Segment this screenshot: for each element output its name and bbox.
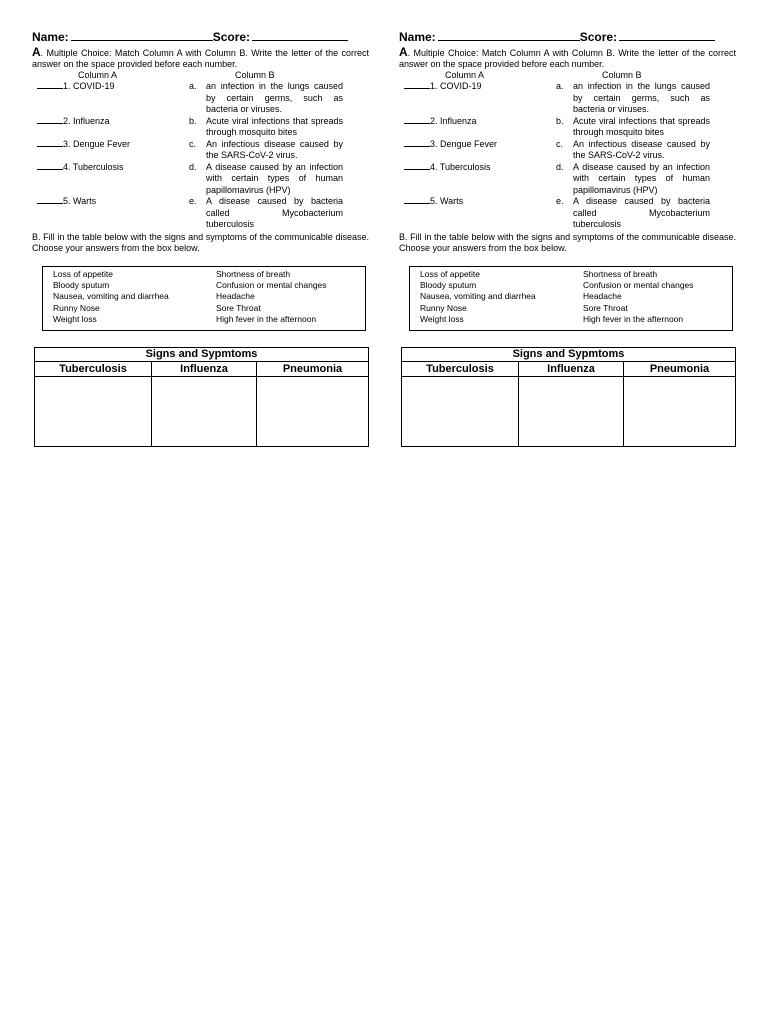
name-label: Name: bbox=[32, 30, 69, 44]
answer-blank[interactable] bbox=[404, 196, 430, 204]
choice-option: Confusion or mental changes bbox=[215, 279, 327, 290]
choice-option: High fever in the afternoon bbox=[582, 314, 684, 325]
table-header-pneumonia: Pneumonia bbox=[282, 362, 343, 375]
choice-letter: c. bbox=[556, 138, 564, 149]
table-cell-tuberculosis[interactable] bbox=[402, 377, 519, 446]
choice-option: Weight loss bbox=[53, 314, 97, 325]
answer-choices-box bbox=[42, 266, 366, 331]
choice-text: A disease caused by bacteria called Mycobacterium tuberculosis bbox=[573, 196, 710, 229]
answer-blank[interactable] bbox=[37, 196, 63, 204]
question-text: 5. Warts bbox=[63, 196, 97, 206]
choice-text: Acute viral infections that spreads through mosquito bites bbox=[206, 115, 343, 137]
choice-letter: e. bbox=[189, 196, 197, 206]
choice-letter: b. bbox=[189, 115, 197, 126]
match-item bbox=[399, 116, 736, 139]
choice-option: Weight loss bbox=[420, 314, 464, 325]
score-label: Score: bbox=[579, 30, 618, 44]
match-item bbox=[32, 116, 369, 139]
match-item bbox=[32, 139, 369, 162]
worksheet-right bbox=[399, 30, 736, 447]
match-item bbox=[32, 196, 369, 231]
choice-option: Shortness of breath bbox=[582, 268, 658, 279]
choice-option: Loss of appetite bbox=[53, 268, 114, 279]
choice-letter: c. bbox=[189, 138, 197, 149]
choice-option: Headache bbox=[582, 291, 622, 302]
question-text: 3. Dengue Fever bbox=[430, 138, 498, 149]
score-field[interactable] bbox=[252, 30, 348, 41]
match-item bbox=[399, 139, 736, 162]
question-text: 4. Tuberculosis bbox=[63, 161, 124, 172]
header bbox=[399, 30, 736, 45]
choice-text: an infection in the lungs caused by certain germs, such as bacteria or viruses. bbox=[573, 81, 710, 114]
answer-blank[interactable] bbox=[37, 116, 63, 124]
answer-choices-box bbox=[409, 266, 733, 331]
table-cell-influenza[interactable] bbox=[152, 377, 257, 446]
name-field[interactable] bbox=[71, 30, 213, 41]
table-title: Signs and Sypmtoms bbox=[35, 348, 368, 362]
choice-option: Bloody sputum bbox=[420, 279, 477, 290]
choice-text: A disease caused by an infection with certain types of human papillomavirus (HPV) bbox=[573, 161, 710, 195]
question-text: 4. Tuberculosis bbox=[430, 161, 491, 172]
match-item bbox=[399, 162, 736, 197]
signs-symptoms-table bbox=[34, 347, 369, 447]
table-header-influenza: Influenza bbox=[519, 362, 624, 376]
score-field[interactable] bbox=[619, 30, 715, 41]
choice-letter: d. bbox=[556, 161, 564, 172]
choice-option: Headache bbox=[215, 291, 255, 302]
choice-option: Runny Nose bbox=[420, 302, 467, 313]
choice-option: Loss of appetite bbox=[420, 268, 481, 279]
answer-blank[interactable] bbox=[404, 81, 430, 89]
choice-option: High fever in the afternoon bbox=[215, 314, 317, 325]
choice-option: Shortness of breath bbox=[215, 268, 291, 279]
match-item bbox=[32, 81, 369, 116]
choice-option: Sore Throat bbox=[215, 302, 261, 313]
choice-text: An infectious disease caused by the SARS-CoV-2 virus. bbox=[206, 138, 343, 160]
question-text: 2. Influenza bbox=[63, 115, 110, 126]
column-b-heading: Column B bbox=[235, 70, 275, 80]
table-header-tuberculosis: Tuberculosis bbox=[35, 362, 152, 376]
choice-text: A disease caused by bacteria called Mycobacterium tuberculosis bbox=[206, 196, 343, 229]
choice-letter: e. bbox=[556, 196, 564, 206]
choice-option: Sore Throat bbox=[582, 302, 628, 313]
header bbox=[32, 30, 369, 45]
answer-blank[interactable] bbox=[37, 139, 63, 147]
question-text: 3. Dengue Fever bbox=[63, 138, 131, 149]
table-cell-influenza[interactable] bbox=[519, 377, 624, 446]
choice-text: An infectious disease caused by the SARS-CoV-2 virus. bbox=[573, 138, 710, 160]
choice-letter: a. bbox=[189, 81, 197, 91]
signs-symptoms-table bbox=[401, 347, 736, 447]
part-a-instruction: A. Multiple Choice: Match Column A with Column B. Write the letter of the correct answer on the space provided before each number. bbox=[399, 45, 736, 69]
table-header-tuberculosis: Tuberculosis bbox=[402, 362, 519, 376]
match-item bbox=[32, 162, 369, 197]
choice-letter: d. bbox=[189, 161, 197, 172]
column-headings bbox=[32, 70, 369, 81]
part-b-instruction: B. Fill in the table below with the signs and symptoms of the communicable disease. Choose your answers from the box below. bbox=[399, 231, 736, 253]
choice-text: Acute viral infections that spreads through mosquito bites bbox=[573, 115, 710, 137]
answer-blank[interactable] bbox=[37, 162, 63, 170]
table-title: Signs and Sypmtoms bbox=[402, 348, 735, 362]
table-header-influenza: Influenza bbox=[152, 362, 257, 376]
table-cell-pneumonia[interactable] bbox=[257, 377, 368, 446]
column-a-heading: Column A bbox=[78, 70, 118, 80]
table-cell-pneumonia[interactable] bbox=[624, 377, 735, 446]
match-item bbox=[399, 81, 736, 116]
answer-blank[interactable] bbox=[37, 81, 63, 89]
score-label: Score: bbox=[212, 30, 251, 44]
choice-option: Confusion or mental changes bbox=[582, 279, 694, 290]
column-a-heading: Column A bbox=[445, 70, 485, 80]
name-label: Name: bbox=[399, 30, 436, 44]
answer-blank[interactable] bbox=[404, 162, 430, 170]
choice-letter: b. bbox=[556, 115, 564, 126]
answer-blank[interactable] bbox=[404, 139, 430, 147]
match-item bbox=[399, 196, 736, 231]
choice-option: Bloody sputum bbox=[53, 279, 110, 290]
choice-option: Nausea, vomiting and diarrhea bbox=[420, 291, 536, 302]
answer-blank[interactable] bbox=[404, 116, 430, 124]
table-cell-tuberculosis[interactable] bbox=[35, 377, 152, 446]
column-headings bbox=[399, 70, 736, 81]
choice-option: Nausea, vomiting and diarrhea bbox=[53, 291, 169, 302]
choice-text: A disease caused by an infection with certain types of human papillomavirus (HPV) bbox=[206, 161, 343, 195]
name-field[interactable] bbox=[438, 30, 580, 41]
column-b-heading: Column B bbox=[602, 70, 642, 80]
part-b-instruction: B. Fill in the table below with the signs and symptoms of the communicable disease. Choose your answers from the box below. bbox=[32, 231, 369, 253]
choice-option: Runny Nose bbox=[53, 302, 100, 313]
table-header-pneumonia: Pneumonia bbox=[649, 362, 710, 375]
question-text: 2. Influenza bbox=[430, 115, 477, 126]
question-text: 1. COVID-19 bbox=[63, 81, 115, 91]
choice-text: an infection in the lungs caused by certain germs, such as bacteria or viruses. bbox=[206, 81, 343, 114]
worksheet-left bbox=[32, 30, 369, 447]
question-text: 1. COVID-19 bbox=[430, 81, 482, 91]
choice-letter: a. bbox=[556, 81, 564, 91]
question-text: 5. Warts bbox=[430, 196, 464, 206]
part-a-instruction: A. Multiple Choice: Match Column A with Column B. Write the letter of the correct answer on the space provided before each number. bbox=[32, 45, 369, 69]
